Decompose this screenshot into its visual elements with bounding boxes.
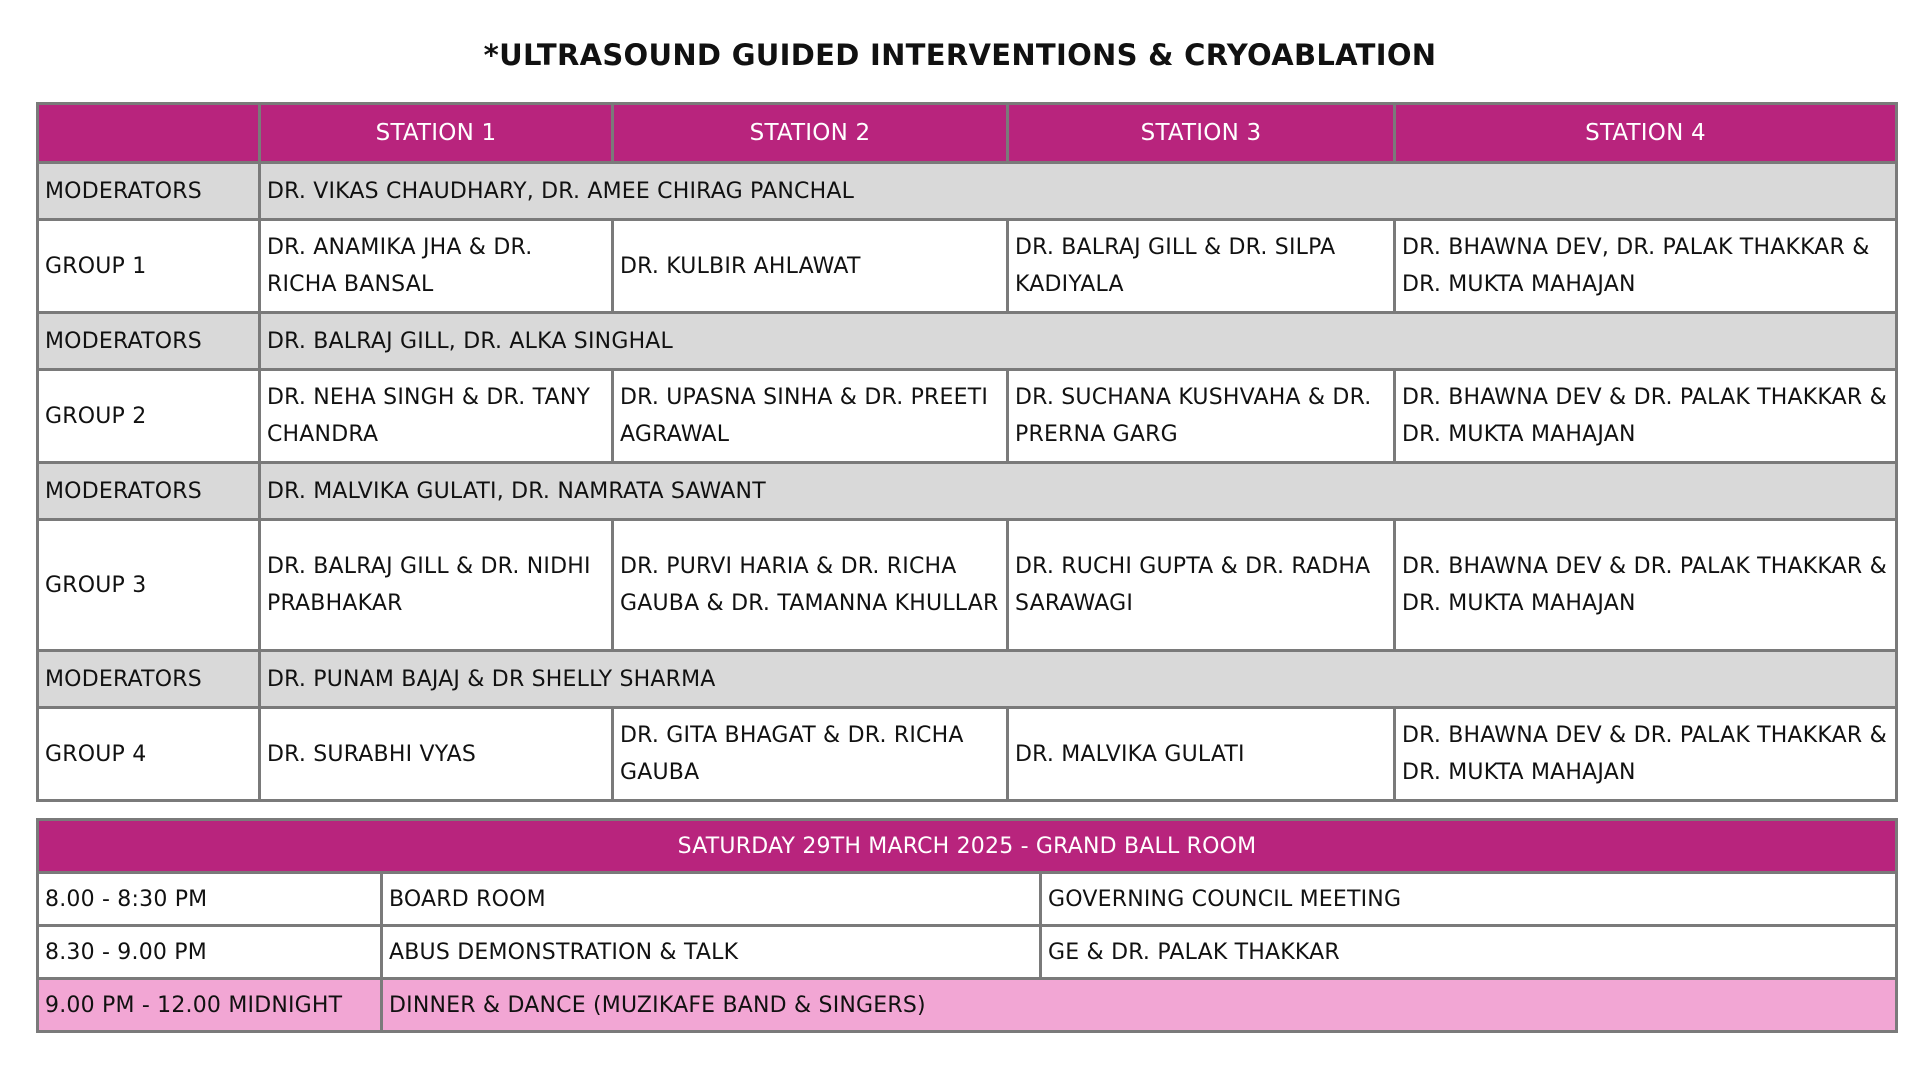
dinner-row (38, 979, 1897, 1032)
group-row (38, 220, 1897, 313)
station-3-cell: DR. BALRAJ GILL & DR. SILPA KADIYALA (1008, 220, 1395, 313)
dinner-activity: DINNER & DANCE (MUZIKAFE BAND & SINGERS) (382, 979, 1897, 1032)
evening-header-row (38, 820, 1897, 873)
station-3-cell: DR. RUCHI GUPTA & DR. RADHA SARAWAGI (1008, 520, 1395, 651)
evening-time: 8.00 - 8:30 PM (38, 873, 382, 926)
header-blank-cell (38, 104, 260, 163)
station-1-cell: DR. SURABHI VYAS (260, 708, 613, 801)
moderators-names: DR. VIKAS CHAUDHARY, DR. AMEE CHIRAG PANCHAL (260, 163, 1897, 220)
evening-venue: BOARD ROOM (382, 873, 1041, 926)
moderators-label: MODERATORS (38, 313, 260, 370)
station-schedule-table (36, 102, 1898, 802)
station-3-cell: DR. SUCHANA KUSHVAHA & DR. PRERNA GARG (1008, 370, 1395, 463)
moderators-names: DR. MALVIKA GULATI, DR. NAMRATA SAWANT (260, 463, 1897, 520)
group-row (38, 370, 1897, 463)
station-1-cell: DR. BALRAJ GILL & DR. NIDHI PRABHAKAR (260, 520, 613, 651)
moderators-row (38, 313, 1897, 370)
evening-row (38, 926, 1897, 979)
moderators-label: MODERATORS (38, 651, 260, 708)
group-label: GROUP 3 (38, 520, 260, 651)
moderators-label: MODERATORS (38, 163, 260, 220)
group-label: GROUP 1 (38, 220, 260, 313)
moderators-row (38, 651, 1897, 708)
moderators-row (38, 163, 1897, 220)
moderators-row (38, 463, 1897, 520)
page-title: *ULTRASOUND GUIDED INTERVENTIONS & CRYOABLATION (483, 38, 1437, 72)
evening-header: SATURDAY 29TH MARCH 2025 - GRAND BALL ROOM (38, 820, 1897, 873)
station-2-cell: DR. KULBIR AHLAWAT (613, 220, 1008, 313)
group-row (38, 708, 1897, 801)
moderators-names: DR. PUNAM BAJAJ & DR SHELLY SHARMA (260, 651, 1897, 708)
evening-row (38, 873, 1897, 926)
station-4-cell: DR. BHAWNA DEV & DR. PALAK THAKKAR & DR. MUKTA MAHAJAN (1395, 520, 1897, 651)
moderators-names: DR. BALRAJ GILL, DR. ALKA SINGHAL (260, 313, 1897, 370)
dinner-time: 9.00 PM - 12.00 MIDNIGHT (38, 979, 382, 1032)
station-2-cell: DR. PURVI HARIA & DR. RICHA GAUBA & DR. TAMANNA KHULLAR (613, 520, 1008, 651)
station-1-cell: DR. NEHA SINGH & DR. TANY CHANDRA (260, 370, 613, 463)
evening-activity: GOVERNING COUNCIL MEETING (1041, 873, 1897, 926)
station-4-cell: DR. BHAWNA DEV & DR. PALAK THAKKAR & DR. MUKTA MAHAJAN (1395, 370, 1897, 463)
station-3-cell: DR. MALVIKA GULATI (1008, 708, 1395, 801)
station-1-header: STATION 1 (260, 104, 613, 163)
station-3-header: STATION 3 (1008, 104, 1395, 163)
evening-activity: GE & DR. PALAK THAKKAR (1041, 926, 1897, 979)
station-4-cell: DR. BHAWNA DEV, DR. PALAK THAKKAR & DR. MUKTA MAHAJAN (1395, 220, 1897, 313)
station-4-cell: DR. BHAWNA DEV & DR. PALAK THAKKAR & DR. MUKTA MAHAJAN (1395, 708, 1897, 801)
evening-venue: ABUS DEMONSTRATION & TALK (382, 926, 1041, 979)
station-1-cell: DR. ANAMIKA JHA & DR. RICHA BANSAL (260, 220, 613, 313)
moderators-label: MODERATORS (38, 463, 260, 520)
station-header-row (38, 104, 1897, 163)
evening-time: 8.30 - 9.00 PM (38, 926, 382, 979)
group-label: GROUP 4 (38, 708, 260, 801)
group-row (38, 520, 1897, 651)
station-2-cell: DR. GITA BHAGAT & DR. RICHA GAUBA (613, 708, 1008, 801)
station-2-cell: DR. UPASNA SINHA & DR. PREETI AGRAWAL (613, 370, 1008, 463)
station-2-header: STATION 2 (613, 104, 1008, 163)
station-4-header: STATION 4 (1395, 104, 1897, 163)
evening-schedule-table (36, 818, 1898, 1033)
group-label: GROUP 2 (38, 370, 260, 463)
